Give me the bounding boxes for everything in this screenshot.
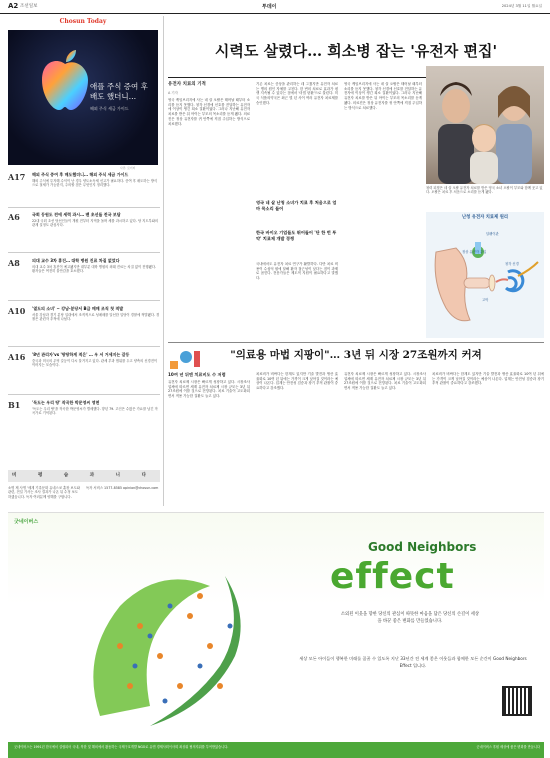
subhead-2: 한국 바이오 기업들도 뛰어들어 '단 한 번 투약' 치료제 개발 경쟁 (256, 230, 337, 241)
index-number: A8 (8, 258, 20, 268)
ad-crowd-emblem-icon (60, 536, 280, 736)
diagram-label-gene: 정상 유전자 주입 (462, 250, 487, 254)
photo-caption-line3: 해외 주식 세금 가이드 (90, 106, 129, 111)
article-col-3: 영국 케임브리지에 사는 네 살 오팔은 태어날 때부터 소리를 듣지 못했다. 청각 신경에 신호를 전달하는 유전자에 이상이 생긴 희소 질환이었다. 그러나 지난해 유전자 치료를 받은 뒤 아이는 부모의 목소리를 듣게 됐다. 의료진은 정상 유전자를 귀 안쪽에 직접 주입하는 방식으로 치료했다. (344, 82, 422, 110)
photo-caption-line2: 배도 했더니… (90, 92, 137, 101)
ad-copy: 소외된 이웃을 향한 당신의 관심이 따뜻한 마음을 담은 당신의 손길이 세상을 바꾼 좋은 변화를 만들었습니다. (340, 612, 480, 624)
ear-anatomy-icon (426, 212, 544, 338)
article-col-2: 기존 치료는 증상을 관리하는 데 그쳤지만 유전자 치료는 병의 원인 자체를 고친다. 한 번의 치료로 효과가 평생 지속될 수 있다는 점에서 '마법 탄환'으로 불린다. 미국 식품의약국은 최근 몇 년 사이 여러 유전자 치료제를 승인했다. (256, 82, 338, 105)
diagram-label-nerve: 청각 신경 (505, 262, 519, 266)
index-number: A6 (8, 212, 20, 222)
index-number: A16 (8, 352, 26, 362)
photo-caption-line1: 애플 주식 증여 후 (90, 82, 148, 91)
diagram-label-eardrum: 고막 (482, 298, 489, 302)
index-body: 중국과 미국의 무역 갈등이 다시 불거지고 있다. 관세 부과 범위를 두고 양측의 신경전이 이어지는 모습이다. (32, 359, 158, 368)
ad-logo: 굿네이버스 (14, 519, 39, 525)
today-label: Chosun Today (59, 18, 107, 25)
photo-caption (90, 82, 154, 112)
article-col-1: 영국 케임브리지에 사는 네 살 오팔은 태어날 때부터 소리를 듣지 못했다. 청각 신경에 신호를 전달하는 유전자에 이상이 생긴 희소 질환이었다. 그러나 지난해 유전자 치료를 받은 뒤 아이는 부모의 목소리를 듣게 됐다. 의료진은 정상 유전자를 귀 안쪽에 직접 주입하는 방식으로 치료했다. (168, 98, 250, 126)
masthead-title: 비 평 습 과 니 다 (12, 473, 156, 478)
diagram-label-cochlea: 달팽이관 (486, 232, 499, 236)
index-title: 국회 등원도 전에 세력 과시… 밴 초선들 전국 보답 (32, 212, 121, 217)
second-col-1: 유전자 치료제 시장은 빠르게 성장하고 있다. 시장조사업체에 따르면 세계 유전자 치료제 시장 규모는 3년 뒤 27조원에 이를 것으로 전망된다. 치료 기술이 고도화되면서 적용 가능한 질환도 늘고 있다. (168, 380, 250, 399)
date-line: 2024년 3월 11일 월요일 (501, 4, 542, 8)
divider (8, 252, 160, 253)
ad-title-good-neighbors: Good Neighbors (368, 540, 477, 554)
divider (8, 346, 160, 347)
masthead-body: 소명 제 사명 '세계 기록문화 유네스코 훈장 보도와 관련, 전일 기사는 조사 결과가 나온 뒤 수정 보도하겠습니다. 독자 여러분께 양해를 구합니다. (8, 486, 80, 499)
photo-credit: 사진: 로이터 (120, 166, 136, 170)
diagram-title: 난청 유전자 치료제 원리 (462, 215, 508, 220)
second-col-3: 유전자 치료제 시장은 빠르게 성장하고 있다. 시장조사업체에 따르면 세계 유전자 치료제 시장 규모는 3년 뒤 27조원에 이를 것으로 전망된다. 치료 기술이 고도화되면서 적용 가능한 질환도 늘고 있다. (344, 372, 426, 391)
today-photo[interactable] (8, 30, 158, 165)
column-divider (163, 16, 164, 506)
index-body: 해외 주식에 투자해 수익이 난 경우 양도소득세 신고가 필요하다. 증여 후 매도하는 방식으로 절세가 가능한지, 주의할 점은 무엇인지 정리했다. (32, 179, 158, 188)
index-body: '독도는 우리 땅'을 작곡한 박문영씨가 별세했다. 향년 79. 고인은 수많은 가요를 남긴 작곡가로 기억된다. (32, 407, 158, 416)
second-col-title: 10여 년 뒤엔 치료비도 수 저렴 (168, 372, 226, 377)
article-col-2b: 국내에서도 유전자 치료 연구가 활발하다. 다만 치료 비용이 수십억 원에 달해 환자 접근성이 낮다는 점이 과제로 꼽힌다. 전문가들은 제도적 지원이 필요하다고 말했다. (256, 262, 338, 281)
masthead-contact: 독자 서비스 1577-8585 opinion@chosun.com (86, 486, 159, 490)
index-title: '8년 관리자'vs '땅땅하게 적은' … 우 서 거세지는 갈등 (32, 352, 130, 357)
main-headline: 시력도 살렸다… 희소병 잡는 '유전자 편집' (214, 42, 498, 60)
page-number: A2 (8, 2, 19, 10)
index-title: '열도의 소녀' ~ 강남·분당서 B급 매매 조직 첫 적발 (32, 306, 124, 311)
divider (8, 300, 160, 301)
ear-diagram (426, 212, 544, 338)
family-photo[interactable] (426, 66, 544, 184)
divider (168, 342, 544, 343)
divider (8, 394, 160, 395)
index-title: 해외 주식 증여 후 매도했더니… 해외 주식 세금 가이드 (32, 172, 129, 177)
index-number: A10 (8, 306, 26, 316)
index-number: B1 (8, 400, 21, 410)
index-body: 22대 국회 초선 당선인들이 개원 전부터 지역을 돌며 세를 과시하고 있다. 당 지도부와의 관계 설정도 관심사다. (32, 219, 159, 228)
photo-caption-family: 청력 되찾은 네 살 오팔 유전자 치료를 받은 영국 소녀 오팔이 부모와 함께 웃고 있다. 오팔은 치료 후 처음으로 소리를 듣게 됐다. (426, 186, 543, 195)
qr-code-icon[interactable] (502, 686, 532, 716)
subhead-1: 영국 네 살 난청 소녀가 치료 후 처음으로 엄마 목소리 들어 (256, 200, 337, 211)
second-col-4: 치료비가 비싸다는 한계도 있지만 기술 발전과 생산 효율화로 10여 년 뒤에는 가격이 크게 낮아질 것이라는 예상이 나온다. 업계는 안전성 검증과 장기 추적 관찰이 중요하다고 강조했다. (432, 372, 544, 386)
ad-footer-right: 굿네이버스 후원 세상에 좋은 변화를 만듭니다 (476, 745, 540, 749)
ad-title-effect: effect (330, 556, 455, 597)
section-name: 투데이 (262, 4, 277, 10)
byline: A 기자 (168, 91, 178, 95)
index-title: '독도는 우리 땅' 작곡한 박문영씨 영면 (32, 400, 100, 405)
index-number: A17 (8, 172, 26, 182)
index-title: 의대 교수 3차 휴진… 대학 병원 진료 차질 없었다 (32, 258, 120, 263)
paper-name: 조선일보 (20, 4, 38, 9)
index-body: 서울 강남과 경기 분당 일대에서 조직적으로 성매매를 알선한 일당이 경찰에 적발됐다. 경찰은 관련자 추적에 나섰다. (32, 313, 160, 322)
divider (8, 207, 160, 208)
column-title: 유전자 치료의 기적 (168, 82, 206, 87)
ad-copy-2: 세상 모든 아이들이 행복한 미래를 꿈꿀 수 있도록 지난 33년간 전 세계 좋은 이웃들과 함께한 모든 순간이 Good Neighbors Effect 입니다. (299, 656, 527, 668)
ad-footer-text: 굿네이버스는 1991년 한국에서 설립되어 국내, 북한 및 해외에서 활동하는 국제구호개발 NGO로 유엔 경제사회이사회 최상위 협의지위를 부여받았습니다. (14, 745, 229, 749)
apple-logo-icon (36, 48, 94, 114)
second-headline: "의료용 마법 지팡이"… 3년 뒤 시장 27조원까지 커져 (230, 349, 482, 361)
family-figure-icon (426, 66, 544, 184)
index-body: 의대 교수 3차 휴진이 예고됐지만 대부분 대학 병원의 외래 진료는 차질 없이 진행됐다. 환자들은 여전히 불안감을 호소했다. (32, 265, 157, 274)
second-col-2: 치료비가 비싸다는 한계도 있지만 기술 발전과 생산 효율화로 10여 년 뒤에는 가격이 크게 낮아질 것이라는 예상이 나온다. 업계는 안전성 검증과 장기 추적 관찰이 중요하다고 강조했다. (256, 372, 338, 391)
